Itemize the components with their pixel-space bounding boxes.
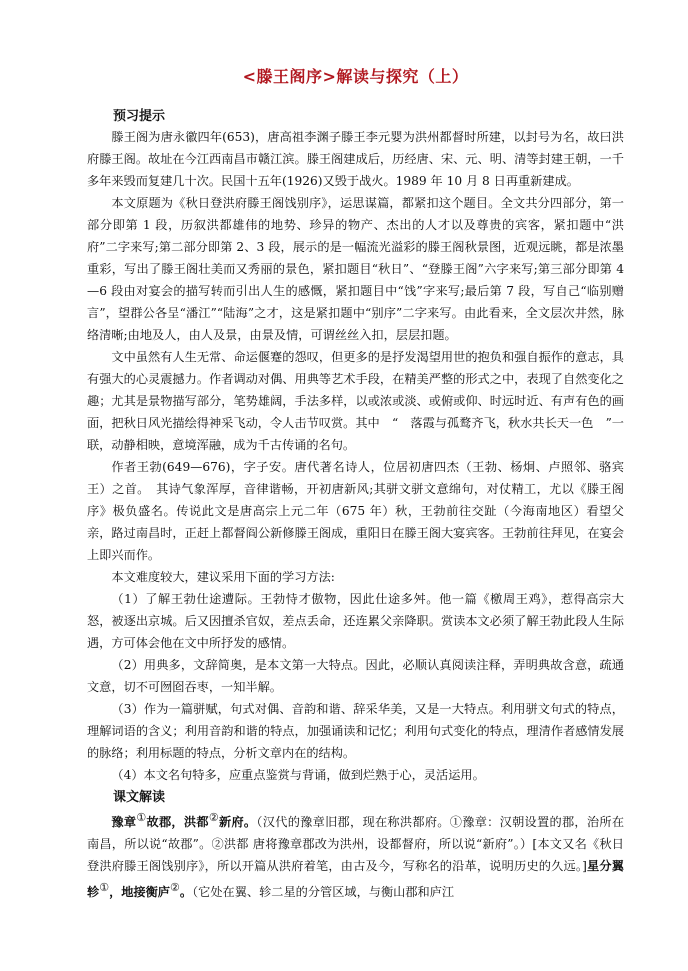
quoted-text-2c: 。	[179, 885, 193, 900]
explanation-text-1: （汉代的豫章旧郡，现在称洪都府。①豫章：汉朝设置的郡，治所在南昌，所以说“故郡”。②洪都 唐将豫章郡改为洪州，设都督府，所以说“新府”。）[本文又名《秋日登洪府滕王阁饯别序》，所以开篇从洪府着笔，由古及今，写称名的沿革，说明历史的久远。]	[87, 815, 625, 874]
study-method-1: （1）了解王勃仕途遭际。王勃恃才傲物，因此仕途多舛。他一篇《檄周王鸡》，惹得高宗大怒，被逐出京城。后又因擅杀官奴，差点丢命，还连累父亲降职。赏读本文必须了解王勃此段人生际遇，方可体会他在文中所抒发的感情。	[87, 592, 624, 650]
study-method-2: （2）用典多，文辞简奥，是本文第一大特点。因此，必顺认真阅读注释，弄明典故含意，疏通文意，切不可囫囵吞枣，一知半解。	[87, 658, 624, 694]
preview-paragraph-1: 滕王阁为唐永徽四年(653)，唐高祖李渊子滕王李元婴为洪州都督时所建，以封号为名，故曰洪府滕王阁。故址在今江西南昌市赣江滨。滕王阁建成后，历经唐、宋、元、明、清等封建王朝，一千多年来毁而复建几十次。民国十五年(1926)又毁于战火。1989 年 10 月 8 日再重新建成。	[87, 130, 624, 188]
explanation-text-2: （它处在翼、轸二星的分管区域，与衡山郡和庐江	[192, 885, 455, 900]
preview-paragraph-5: 本文难度较大，建议采用下面的学习方法:	[111, 570, 335, 584]
quoted-text-2b: ，地接衡庐	[109, 885, 170, 900]
study-method-3: （3）作为一篇骈赋，句式对偶、音韵和谐、辞采华美，又是一大特点。利用骈文句式的特点，理解词语的含义；利用音韵和谐的特点，加强诵读和记忆；利用句式变化的特点，理清作者感情发展的脉络；利用标题的特点，分析文章内在的结构。	[87, 702, 624, 760]
note-marker-4: ②	[170, 881, 180, 895]
preview-paragraph-2: 本文原题为《秋日登洪府滕王阁饯别序》，运思谋篇，都紧扣这个题目。全文共分四部分，第一部分即第 1 段，历叙洪都雄伟的地势、珍异的物产、杰出的人才以及尊贵的宾客，紧扣题中“洪府”二字来写;第二部分即第 2、3 段，展示的是一幅流光溢彩的滕王阁秋景图，近观远眺，都是浓墨重彩，写出了滕王阁壮美而又秀丽的景色，紧扣题目“秋日”、“登滕王阁”六字来写;第三部分即第 4—6 段由对宴会的描写转而引出人生的感慨，紧扣题目中“饯”字来写;最后第 7 段，写自己“临别赠言”，望群公各呈“潘江”“陆海”之才，这是紧扣题中“别序”二字来写。由此看来，全文层次井然，脉络清晰;由地及人，由人及景，由景及情，可谓丝丝入扣，层层扣题。	[87, 196, 624, 342]
explanation-paragraph	[87, 807, 624, 903]
quoted-text-2: 星分翼轸	[87, 859, 624, 900]
page-title: <滕王阁序>解读与探究（上）	[242, 67, 469, 86]
note-marker-2: ②	[208, 811, 219, 824]
preview-paragraph-4: 作者王勃(649—676)，字子安。唐代著名诗人，位居初唐四杰（王勃、杨炯、卢照邻、骆宾王）之首。 其诗气象浑厚，音律谐畅，开初唐新风;其骈文骈文意绵句，对仗精工，尤以《滕王阁序》极负盛名。传说此文是唐高宗上元二年（675 年）秋，王勃前往交趾（今海南地区）看望父亲，路过南昌时，正赶上都督阎公新修滕王阁成，重阳日在滕王阁大宴宾客。王勃前往拜见，在宴会上即兴而作。	[87, 460, 624, 562]
note-marker-1: ①	[136, 811, 147, 824]
quoted-text-1c: 新府。	[218, 815, 257, 830]
quoted-text-1: 豫章	[111, 815, 137, 830]
section-heading-preview: 预习提示	[113, 109, 166, 124]
quoted-text-1b: 故郡，洪都	[146, 815, 209, 830]
note-marker-3: ①	[99, 881, 110, 895]
section-heading-explanation: 课文解读	[113, 790, 166, 805]
preview-paragraph-3: 文中虽然有人生无常、命运偃蹇的怨叹，但更多的是抒发渴望用世的抱负和强自振作的意志，具有强大的心灵震撼力。作者调动对偶、用典等艺术手段，在精美严整的形式之中，表现了自然变化之趣；尤其是景物描写部分，笔势雄阔，手法多样，以或浓或淡、或俯或仰、时远时近、有声有色的画面，把秋日风光描绘得神采飞动，令人击节叹赏。其中 “ 落霞与孤鹜齐飞，秋水共长天一色 ”一联，动静相映，意境浑融，成为千古传诵的名句。	[87, 350, 624, 452]
study-method-4: （4）本文名句特多，应重点鉴赏与背诵，做到烂熟于心，灵活运用。	[111, 768, 485, 782]
